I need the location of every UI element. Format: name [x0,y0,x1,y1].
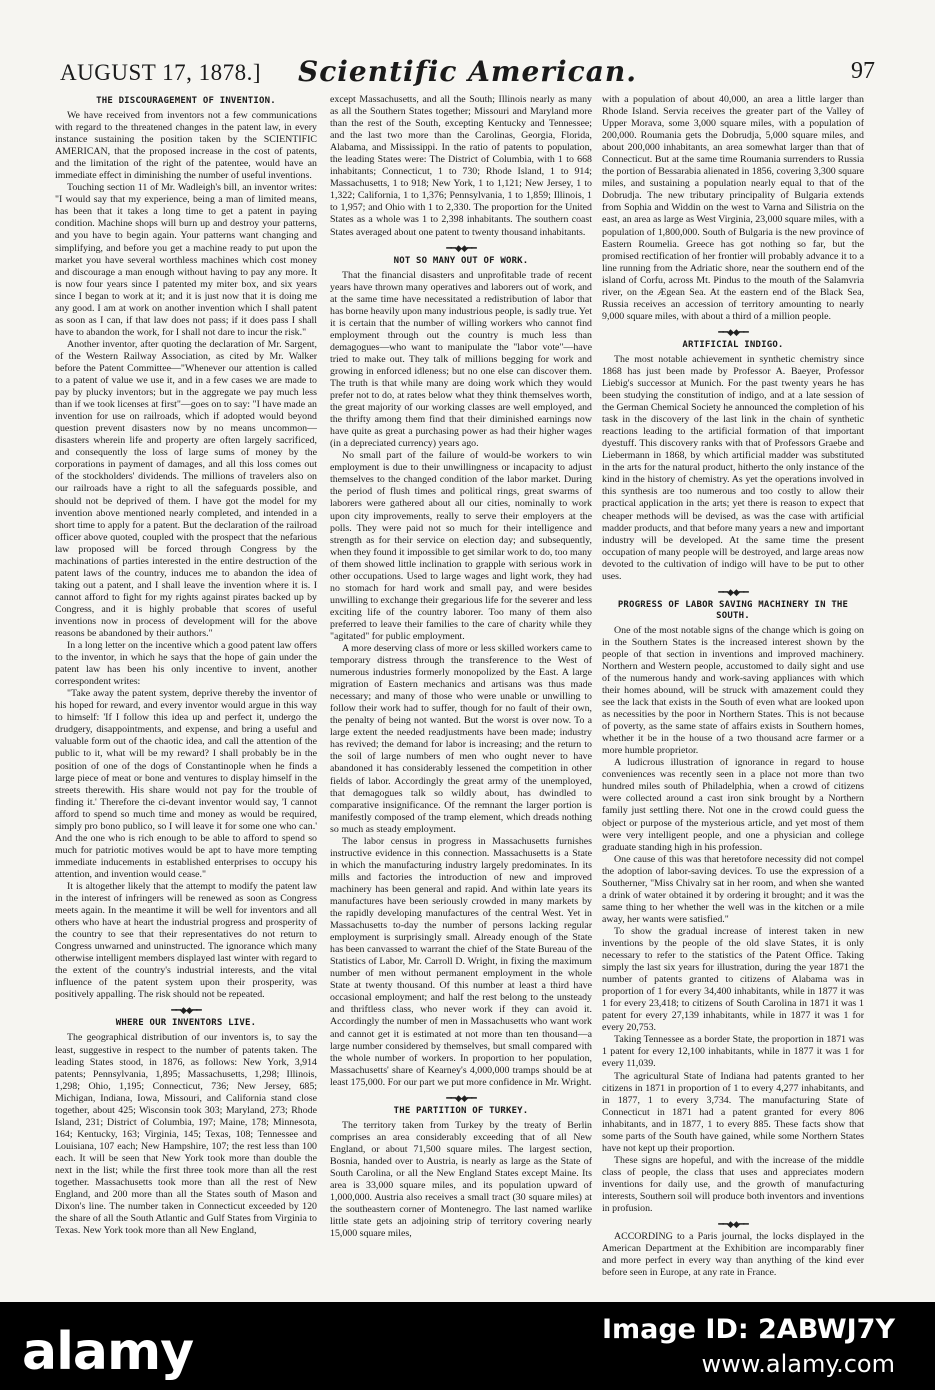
paragraph: That the financial disasters and unprofitable trade of recent years have thrown many operatives and laborers out of work, and at the same time have necessitated a redistribution of labor that has borne heavily upon many industrious people, is sadly true. Yet it is certain that the number of willing workers who cannot find employment through out the country is much less than demagogues—who want to manipulate the "labor vote"—have tried to make out. They talk of millions begging for work and growing in enforced idleness; but no one else can discover them. The truth is that while many are doing work which they would prefer not to do, at rates below what they think themselves worth, the great majority of our working classes are well employed, and the thrifty among them find that their diminished earnings now have quite as great a purchasing power as had their higher wages (in a depreciated currency) years ago. [330,269,592,450]
paragraph: The agricultural State of Indiana had patents granted to her citizens in 1871 in proportion of 1 to every 4,277 inhabitants, and in 1877, 1 to every 3,734. The manufacturing State of Connecticut in 1871 had a patent granted for every 806 inhabitants, and in 1877, 1 to every 885. These facts show that some parts of the South have gained, while some Northern States have not kept up their proportion. [602,1070,864,1154]
article-heading: WHERE OUR INVENTORS LIVE. [115,1018,257,1029]
paragraph: These signs are hopeful, and with the increase of the middle class of people, the class that uses and appreciates modern inventions for daily use, and the growth of manufacturing interests, Southern soil will produce both inventors and inventions in profusion. [602,1154,864,1215]
section-divider-ornament: ━━◆◆━━ [446,242,476,253]
paragraph: The geographical distribution of our inventors is, to say the least, suggestive in respect to the number of patents taken. The leading States stood, in 1876, as follows: New York, 3,914 patents; Pennsylvania, 1,895; Massachusetts, 1,298; Illinois, 1,298; Ohio, 1,195; Connecticut, 736; New Jersey, 685; Michigan, Indiana, Iowa, Missouri, and California stand close together, about 425; Wisconsin took 303; Maryland, 273; Rhode Island, 231; District of Columbia, 197; Maine, 178; Minnesota, 164; Kentucky, 163; Virginia, 145; Texas, 108; Tennessee and Louisiana, 107 each; New Hampshire, 107; the rest less than 100 each. It will be seen that New York took more than double the next in the list; while the first three took more than all the rest together. Massachusetts took more than all the rest of New England, and 200 more than all the States south of Mason and Dixon's line. The number taken in Connecticut exceeded by 120 the share of all the South Atlantic and Gulf States from Virginia to Texas. New York took more than all New England, [55,1032,317,1237]
stock-watermark-bar [0,1302,935,1390]
paragraph: A ludicrous illustration of ignorance in regard to house conveniences was recently seen in a place not more than two hundred miles south of Philadelphia, when a crowd of citizens were collected around a cast iron sink brought by a Northern family just settling there. Not one in the crowd could guess the object or purpose of the mysterious article, and yet most of them were very intelligent people, and one a physician and college graduate standing high in his profession. [602,757,864,853]
article-heading: THE DISCOURAGEMENT OF INVENTION. [96,96,276,106]
paragraph: "Take away the patent system, deprive thereby the inventor of his hoped for reward, and every inventor would argue in this way to himself: 'If I follow this idea up and perfect it, undergo the drudgery, disappointments, and expense, and bring a useful and valuable form out of the chaotic idea, and call the attention of the public to it, what will be my reward? I shall probably be in the position of one of the dogs of Constantinople when he finds a large piece of meat or bone and ventures to display himself in the streets therewith. His share would not pay for the trouble of finding it.' Therefore the ci-devant inventor would say, 'I cannot afford to spend so much time and money as would be required, simply pro bono publico, so I will leave it for some one who can.' And the one who is rich enough to be able to afford to spend so much for patriotic motives would be apt to have more tempting immediate inducements in established enterprises to occupy his attention, and invention would cease." [55,688,317,880]
paragraph: Taking Tennessee as a border State, the proportion in 1871 was 1 patent for every 12,100 inhabitants, while in 1877 it was 1 for every 11,039. [602,1034,864,1070]
article-heading: ARTIFICIAL INDIGO. [682,339,784,350]
paragraph: The territory taken from Turkey by the treaty of Berlin comprises an area considerably exceeding that of all New England, or about 71,500 square miles. The largest section, Bosnia, handed over to Austria, is nearly as large as the State of South Carolina, or all the New England States except Maine. Its area is 33,000 square miles, and its population upward of 1,000,000. Austria also receives a small tract (30 square miles) at the southeastern corner of Montenegro. The last named warlike little state gets an adjoining strip of territory covering nearly 15,000 square miles, [330,1119,592,1240]
article-heading: PROGRESS OF LABOR SAVING MACHINERY IN THE SOUTH. [617,599,849,621]
paragraph: One cause of this was that heretofore necessity did not compel the adoption of labor-saving devices. To use the expression of a Southerner, "Miss Chivalry sat in her room, and when she wanted a drink of water obtained it by ordering it brought; and it was the same thing to her whether the well was in the kitchen or a mile away, her wants were satisfied." [602,853,864,925]
section-divider-ornament: ━━◆◆━━ [171,1005,201,1016]
paragraph: The labor census in progress in Massachusetts furnishes instructive evidence in this connection. Massachusetts is a State in which the manufacturing industry largely predominates. In its mills and factories the introduction of new and improved machinery has been general and rapid. And within late years its manufactures have been seriously crowded in many markets by the rapidly developing manufactures of the central West. Yet in Massachusetts to-day the number of persons lacking regular employment is surprisingly small. Already enough of the State has been canvassed to warrant the chief of the State Bureau of the Statistics of Labor, Mr. Carroll D. Wright, in fixing the maximum number of men without permanent employment in the whole State at twenty thousand. Of this number at least a third have occasional employment; and half the rest belong to the unsteady and thriftless class, who never work if they can avoid it. Accordingly the number of men in Massachusetts who want work and cannot get it is estimated at not more than ten thousand—a large number considered by themselves, but small compared with the whole number of workers. In proportion to her population, Massachusetts' share of Kearney's 4,000,000 tramps should be at least 175,000. For our part we put more confidence in Mr. Wright. [330,835,592,1088]
section-divider-ornament: ━━◆◆━━ [718,1219,748,1230]
page-number: 97 [851,58,875,84]
column-2 [330,94,592,1287]
paragraph: Another inventor, after quoting the declaration of Mr. Sargent, of the Western Railway Association, as cited by Mr. Walker before the Patent Committee—"Whenever our attention is called to a patent of value we use it, and in a few cases we are made to pay by plucky inventors; but in the aggregate we pay much less than if we took licenses at first"—goes on to say: "I have made an invention for use on railroads, which if adopted would beyond question prevent disasters now by no means uncommon—disasters wherein life and property are often largely sacrificed, and consequently the loss of large sums of money by the corporations in payment of damages, and all this loss comes out of the stockholders' dividends. The millions of travelers also on our railroads have a right to all the safeguards possible, and should not be deprived of them. I have got the model for my invention above mentioned nearly completed, and intended in a short time to apply for a patent. But the declaration of the railroad officer above quoted, coupled with the prospect that the nefarious law proposed will be forced through Congress by the machinations of parties interested in the entire destruction of the patent laws of the country, induces me to abandon the idea of taking out a patent, and I shall leave the invention where it is. I cannot afford to fight for my rights against pirates backed up by Congress, and it is highly probable that scores of useful inventions now in process of development will for the above reasons be abandoned by their authors." [55,338,317,640]
paragraph: The most notable achievement in synthetic chemistry since 1868 has just been made by Professor A. Baeyer, Professor Liebig's successor at Munich. For the past twenty years he has been studying the constitution of indigo, and at a late session of the German Chemical Society he announced the completion of his task in the discovery of the last link in the chain of synthetic reactions leading to the artificial formation of that important dyestuff. This discovery ranks with that of Professors Graebe and Liebermann in 1868, by which artificial madder was substituted in the arts for the natural product, hitherto the only instance of the kind in the history of chemistry. As yet the operations involved in this synthesis are too numerous and too costly to allow their practical application in the arts; yet there is reason to expect that cheaper methods will be devised, as was the case with artificial madder products, and that before many years a new and important industry will be developed. At the same time the present occupation of many people will be destroyed, and large areas now devoted to the cultivation of indigo will have to be put to other uses. [602,353,864,582]
paragraph: Touching section 11 of Mr. Wadleigh's bill, an inventor writes: "I would say that my experience, being a man of limited means, has been that it takes a long time to get a patent in paying condition. Machine shops will burn up and destroy your patterns, and you have to begin again. Your patterns want changing and simplifying, and before you get a machine ready to put upon the market you have several worthless machines which cost money and discourage a man enough without having to pay any more. It is now four years since I patented my miter box, and six years since I began to work at it; and it is just now that it is doing me any good. I am at work on another invention which I shall patent as soon as I can, if that law does not pass; if it does pass I shall have to abandon the work, for I shall not dare to incur the risk." [55,182,317,338]
paragraph: A more deserving class of more or less skilled workers came to temporary distress through the transference to the West of numerous industries formerly monopolized by the East. A large migration of Eastern mechanics and artisans was thus made necessary; and many of those who were unable or unwilling to follow their work had to suffer, though for no fault of their own, the penalty of being not wanted. But the worst is over now. To a large extent the needed readjustments have been made; industry has revived; the demand for labor is increasing; and the return to the soil of large numbers of men who ought never to have abandoned it has considerably lessened the competition in other fields of labor. Accordingly the great army of the unemployed, that demagogues talk so wildly about, has dwindled to comparative insignificance. Of the remnant the larger portion is manifestly composed of the tramp element, which dreads nothing so much as steady employment. [330,643,592,835]
paragraph: with a population of about 40,000, an area a little larger than Rhode Island. Servia receives the greater part of the Valley of Upper Morava, some 3,000 square miles, with a population of 200,000. Roumania gets the Dobrudja, 5,000 square miles, and about 200,000 inhabitants, an area somewhat larger than that of Connecticut. But at the same time Roumania surrenders to Russia the portion of Bessarabia alienated in 1856, covering 3,300 square miles, and sustaining a population nearly equal to that of the Dobrudja. The new tributary principality of Bulgaria extends from Sophia and Widdin on the west to Varna and Silistria on the east, an area as large as West Virginia, 23,000 square miles, with a population of 1,800,000. South of Bulgaria is the new province of Eastern Roumelia. Greece has got nothing so far, but the promised rectification of her frontier will probably advance it to a line running from the Adriatic shore, near the southern end of the island of Corfu, across Mt. Pindus to the mouth of the Salamvria river, on the Ægean Sea. At the eastern end of the Black Sea, Russia receives an accession of territory amounting to nearly 9,000 square miles, with about a third of a million people. [602,94,864,322]
site-url: www.alamy.com [701,1350,895,1378]
masthead-title: Scientific American. [298,55,637,88]
paragraph: No small part of the failure of would-be workers to win employment is due to their unwillingness or incapacity to adjust themselves to the changed condition of the labor market. During the period of flush times and political rings, great swarms of laborers were gathered about all our cities, nominally to work upon city improvements, really to serve their employers at the polls. They were paid not so much for their intelligence and strength as for their service on election day; and subsequently, when they found it impossible to get similar work to do, too many of them showed little inclination to grapple with serious work in other occupations. Used to large wages and light work, they had no stomach for hard work and small pay, and were besides unwilling to exchange their gregarious life for the severer and less exciting life of the country laborer. Too many of them also preferred to leave their families to the care of charity while they "agitated" for public employment. [330,450,592,642]
section-divider-ornament: ━━◆◆━━ [446,1092,476,1103]
article-heading: NOT SO MANY OUT OF WORK. [393,255,529,266]
paragraph: In a long letter on the incentive which a good patent law offers to the inventor, in which he says that the hope of gain under the patent law has been his only incentive to invent, another correspondent writes: [55,640,317,688]
page-header [0,52,935,92]
paragraph: We have received from inventors not a few communications with regard to the threatened changes in the patent law, in every instance sustaining the position taken by the SCIENTIFIC AMERICAN, that the proposed increase in the cost of patents, and the limitation of the right of the patentee, would have an immediate effect in diminishing the number of useful inventions. [55,110,317,182]
image-id: Image ID: 2ABWJ7Y [601,1314,895,1345]
section-divider-ornament: ━━◆◆━━ [718,326,748,337]
article-heading: THE PARTITION OF TURKEY. [393,1105,529,1116]
column-1 [55,94,317,1287]
paragraph: One of the most notable signs of the change which is going on in the Southern States is the increased interest shown by the people of that section in inventions and improved machinery. Northern and Western people, accustomed to daily sight and use of the numerous handy and work-saving appliances with which their homes abound, will be struck with amazement could they see the lack that exists in the South of even what are looked upon as necessities by the poor in Northern States. This is not because of poverty, as the same state of affairs exists in Southern homes, whether it be in the house of a two thousand acre farmer or a more humble proprietor. [602,624,864,757]
issue-date: AUGUST 17, 1878.] [60,60,262,85]
section-divider-ornament: ━━◆◆━━ [718,586,748,597]
paragraph: It is altogether likely that the attempt to modify the patent law in the interest of infringers will be renewed as soon as Congress meets again. In the meantime it will be well for inventors and all others who have at heart the industrial progress and prosperity of the country to see that their representatives do not return to Congress unwarned and uninstructed. The ignorance which many otherwise intelligent members displayed last winter with regard to the extent of the country's industrial interests, and the vital influence of the patent system upon their prosperity, was positively appalling. The risk should not be repeated. [55,881,317,1001]
column-3 [602,94,864,1287]
paragraph: ACCORDING to a Paris journal, the locks displayed in the American Department at the Exhibition are incomparably finer and more perfect in every way than anything of the kind ever before seen in Europe, at any rate in France. [602,1231,864,1279]
paragraph: To show the gradual increase of interest taken in new inventions by the people of the old slave States, it is only necessary to refer to the statistics of the Patent Office. Taking simply the last six years for illustration, during the year 1871 the number of patents granted to citizens of Alabama was in proportion of 1 for every 34,400 inhabitants, while in 1877 it was 1 for every 23,418; to citizens of South Carolina in 1871 it was 1 patent for every 27,139 inhabitants, while in 1877 it was 1 for every 20,753. [602,925,864,1034]
paragraph: except Massachusetts, and all the South; Illinois nearly as many as all the Southern States together; Missouri and Maryland more than the rest of the South, excepting Kentucky and Tennessee; and the last two more than the Carolinas, Georgia, Florida, Alabama, and Mississippi. In the ratio of patents to population, the leading States were: The District of Columbia, with 1 to 668 inhabitants; Connecticut, 1 to 730; Rhode Island, 1 to 914; Massachusetts, 1 to 918; New York, 1 to 1,121; New Jersey, 1 to 1,322; California, 1 to 1,376; Pennsylvania, 1 to 1,859; Illinois, 1 to 1,957; and Ohio with 1 to 2,330. The proportion for the United States as a whole was 1 to 2,398 inhabitants. The southern coast States averaged about one patent to twenty thousand inhabitants. [330,94,592,238]
alamy-logo: alamy [22,1322,194,1382]
